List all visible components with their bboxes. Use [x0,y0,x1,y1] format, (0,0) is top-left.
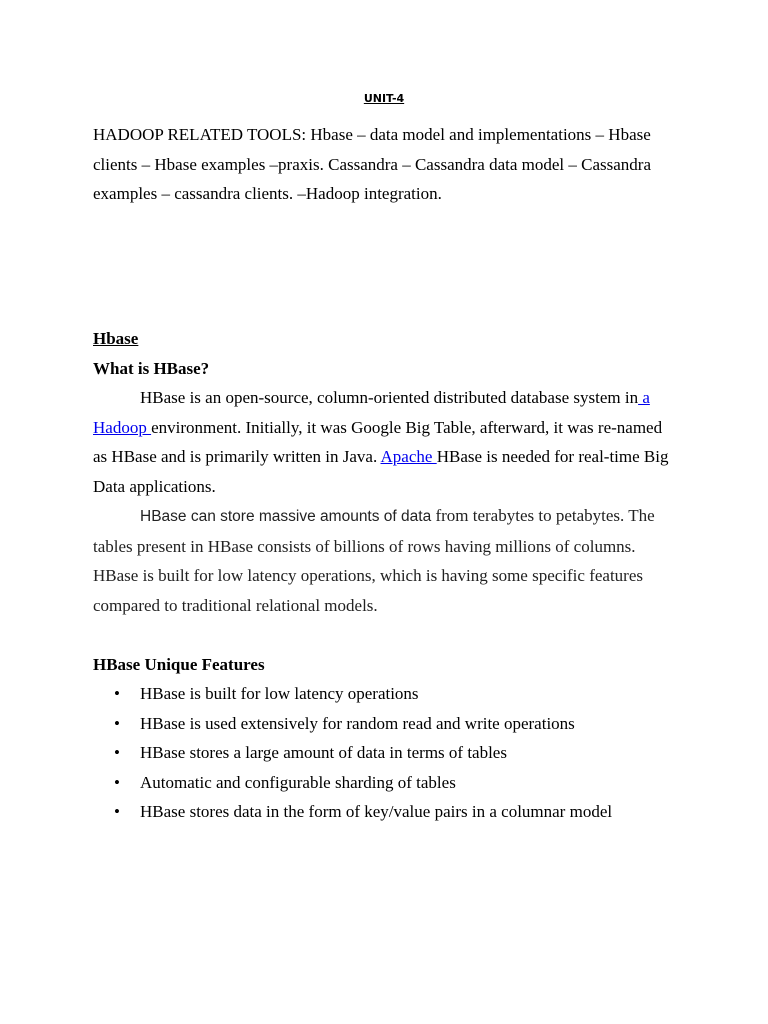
feature-text: HBase stores data in the form of key/value pairs in a columnar model [140,802,613,821]
bullet-icon: • [114,713,120,733]
feature-text: HBase stores a large amount of data in terms of tables [140,743,507,762]
para1-text-1: HBase is an open-source, column-oriented distributed database system in [140,388,639,407]
hadoop-link[interactable]: a Hadoop [93,388,650,437]
section-heading: Hbase [93,329,139,348]
list-item [93,768,673,798]
list-item [93,738,673,768]
features-heading: HBase Unique Features [93,654,265,674]
bullet-icon: • [114,743,120,762]
unit-title: UNIT-4 [363,92,405,105]
main-content [93,324,673,827]
apache-link[interactable]: Apache [380,447,437,466]
features-list [93,679,673,827]
question-heading: What is HBase? [93,358,210,378]
feature-text: Automatic and configurable sharding of tables [140,772,456,792]
list-item [93,709,673,739]
spacer [93,620,673,650]
intro-paragraph: HADOOP RELATED TOOLS: Hbase – data model and implementations – Hbase clients – Hbase examples –praxis. Cassandra – Cassandra data model – Cassandra examples – cassandra clients. –Hadoop integration. [93,125,652,203]
bullet-icon: • [114,772,120,792]
para2-text-2: from terabytes to petabytes. The tables present in HBase consists of billions of rows having millions of columns. HBase is built for low latency operations, which is having some specific features compared to traditional relational models. [93,506,655,615]
bullet-icon: • [114,802,120,821]
list-item [93,797,673,827]
list-item [93,679,673,709]
feature-text: HBase is used extensively for random read and write operations [140,713,575,733]
para1-text-3: HBase is needed for real-time Big Data applications. [93,447,669,496]
para2-text-1: HBase can store massive amounts of data [140,508,432,525]
para1-text-2: environment. Initially, it was Google Big Table, afterward, it was re-named as HBase and is primarily written in Java. [93,417,663,466]
hbase-storage-paragraph [93,501,673,620]
bullet-icon: • [114,684,120,703]
feature-text: HBase is built for low latency operations [140,684,419,703]
hbase-description-paragraph [93,383,673,501]
